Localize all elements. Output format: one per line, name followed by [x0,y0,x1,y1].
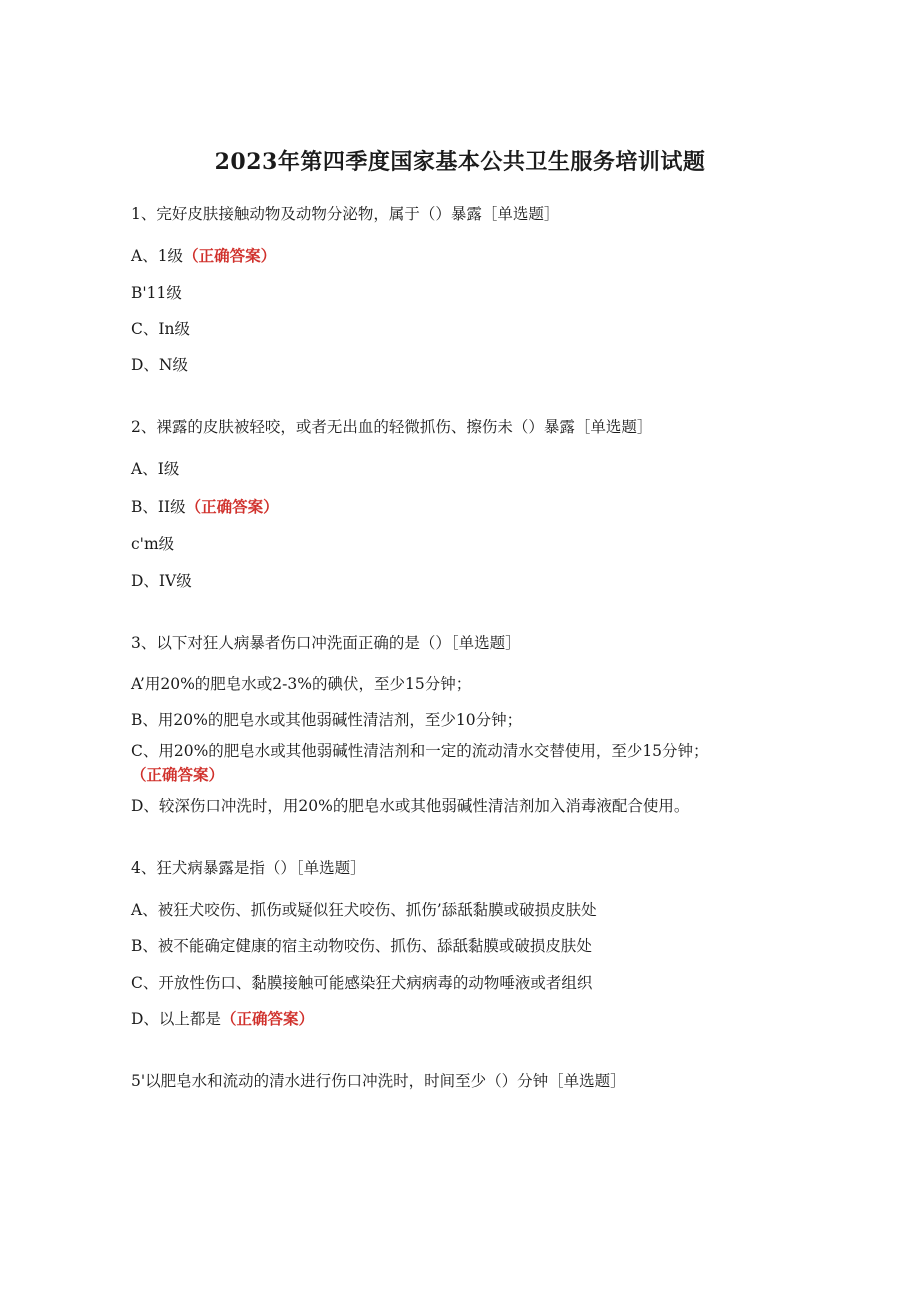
question-3-stem: 3、以下对狂人病暴者伤口冲洗面正确的是（）［单选题］ [131,634,521,652]
question-2-option-b [131,496,279,518]
question-3-option-a: A’用20%的肥皂水或2-3%的碘伏，至少15分钟； [131,675,472,693]
question-2-stem: 2、裸露的皮肤被轻咬，或者无出血的轻微抓伤、擦伤未（）暴露［单选题］ [131,418,653,436]
question-1-option-d: D、N级 [131,356,188,374]
option-text: D、以上都是 [131,1010,221,1028]
question-5-stem: 5'以肥皂水和流动的清水进行伤口冲洗时，时间至少（）分钟［单选题］ [131,1072,626,1090]
correct-answer-mark: （正确答案） [131,765,225,784]
question-1-option-c: C、In级 [131,320,190,338]
question-3-option-d: D、较深伤口冲洗时，用20%的肥皂水或其他弱碱性清洁剂加入消毒液配合使用。 [131,797,690,815]
option-text: B、II级 [131,498,186,516]
question-2-option-c: c'm级 [131,535,175,553]
option-text: A、1级 [131,247,184,265]
document-title: 2023年第四季度国家基本公共卫生服务培训试题 [214,149,706,175]
question-4-stem: 4、狂犬病暴露是指（）［单选题］ [131,859,366,877]
question-3-option-c-mark [131,764,224,786]
question-4-option-a: A、被狂犬咬伤、抓伤或疑似狂犬咬伤、抓伤’舔舐黏膜或破损皮肤处 [131,901,597,919]
correct-answer-mark: （正确答案） [185,497,279,516]
question-1-option-b: B'11级 [131,284,182,302]
correct-answer-mark: （正确答案） [220,1009,314,1028]
question-4-option-d [131,1008,314,1030]
question-2-option-a: A、I级 [131,460,180,478]
question-1-option-a [131,245,276,267]
question-3-option-c: C、用20%的肥皂水或其他弱碱性清洁剂和一定的流动清水交替使用，至少15分钟； [131,742,709,760]
question-4-option-b: B、被不能确定健康的宿主动物咬伤、抓伤、舔舐黏膜或破损皮肤处 [131,937,592,955]
question-2-option-d: D、IV级 [131,572,192,590]
question-1-stem: 1、完好皮肤接触动物及动物分泌物，属于（）暴露［单选题］ [131,205,560,223]
correct-answer-mark: （正确答案） [183,246,277,265]
question-4-option-c: C、开放性伤口、黏膜接触可能感染狂犬病病毒的动物唾液或者组织 [131,974,593,992]
question-3-option-b: B、用20%的肥皂水或其他弱碱性清洁剂，至少10分钟； [131,711,523,729]
